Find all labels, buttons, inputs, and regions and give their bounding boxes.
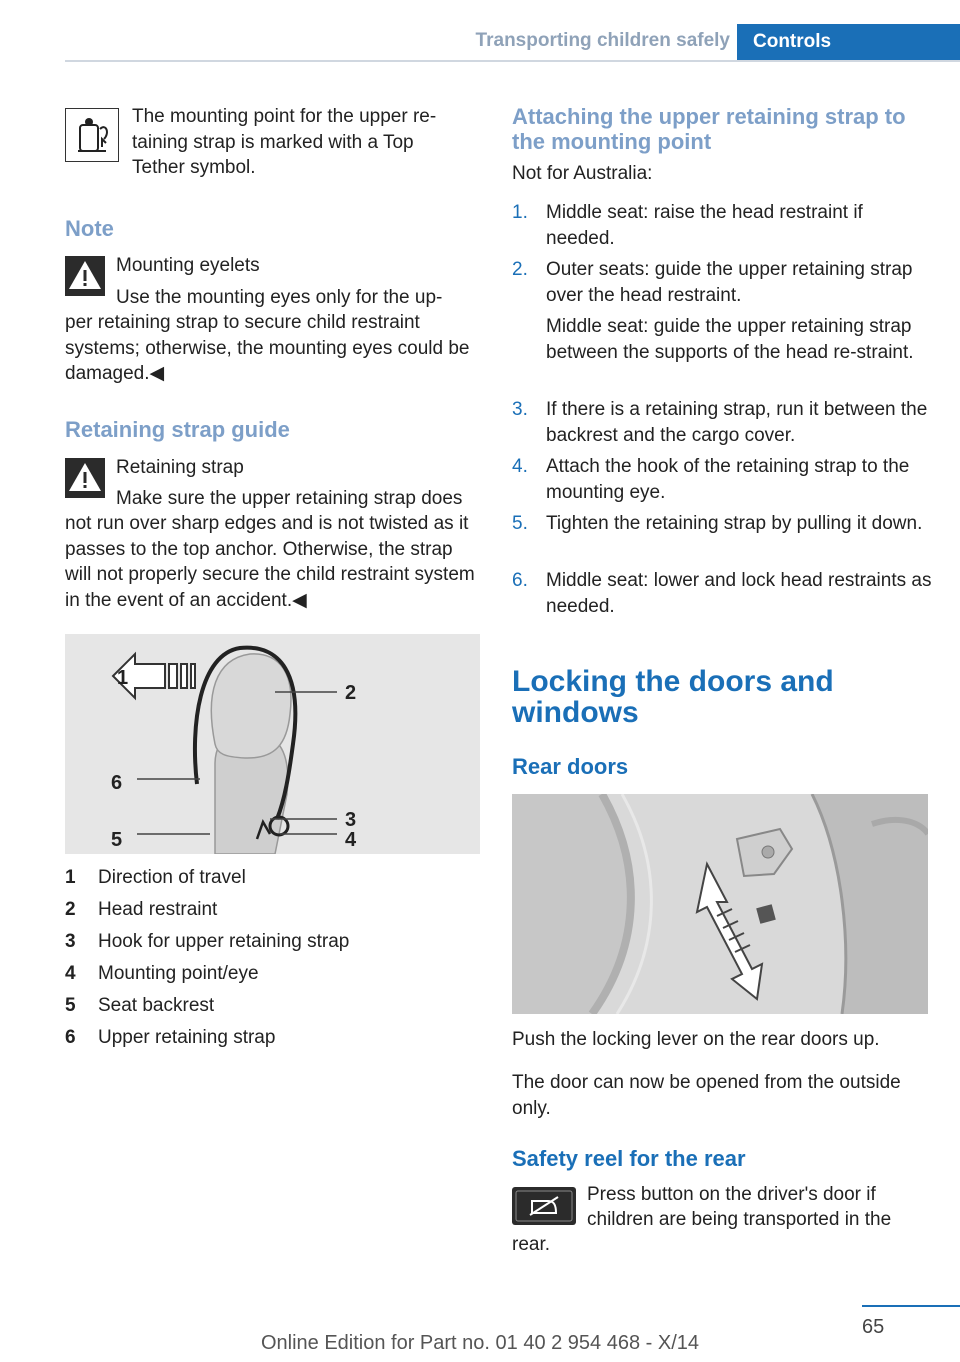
guide-title: Retaining strap [116,457,244,478]
figure-callout: 4 [345,829,357,851]
door-text: The door can now be opened from the outside only. [512,1072,901,1119]
step-item: 6. Middle seat: lower and lock head restraints as needed. [512,570,932,617]
figure-callout: 2 [345,682,357,704]
note-title: Mounting eyelets [116,255,260,276]
note-body-first: Use the mounting eyes only for the up- [116,287,443,308]
tether-text: The mounting point for the upper re-taining strap is marked with a Top Tether symbol. [132,106,437,178]
step-item: 3. If there is a retaining strap, run it between the backrest and the cargo cover. [512,399,928,446]
running-header-section: Transporting children safely [475,30,730,51]
safety-heading: Safety reel for the rear [512,1146,746,1171]
warning-icon [65,256,105,292]
head-restraint-figure [65,634,480,854]
guide-body-rest: not run over sharp edges and is not twisted as it passes to the top anchor. Otherwise, the strap will not properly secure the child restraint system in the event of an accident.◀ [65,513,475,611]
note-body-rest: per retaining strap to secure child restraint systems; otherwise, the mounting eyes could be damaged.◀ [65,312,470,384]
footer-rule [862,1305,960,1307]
step-item: 4. Attach the hook of the retaining strap to the mounting eye. [512,456,910,503]
page-number: 65 [862,1316,885,1338]
safety-text-rest: rear. [512,1234,551,1255]
figure-callout: 5 [111,829,123,851]
window-lock-button-icon [512,1187,576,1225]
safety-text-second: children are being transported in the [587,1209,892,1230]
attach-heading: Attaching the upper retaining strap to the mounting point [512,104,906,154]
attach-intro: Not for Australia: [512,163,653,184]
figure-callout: 1 [117,667,129,689]
guide-body-first: Make sure the upper retaining strap does [116,488,463,509]
top-tether-icon [65,108,119,162]
lock-heading: Locking the doors and windows [512,665,834,729]
safety-text-first: Press button on the driver's door if [587,1184,876,1205]
rear-doors-heading: Rear doors [512,754,629,779]
warning-icon [65,458,105,494]
running-header-tab: Controls [737,24,960,61]
figure-callout: 6 [111,772,123,794]
push-text: Push the locking lever on the rear doors up. [512,1029,880,1050]
guide-heading: Retaining strap guide [65,417,290,442]
footer-edition: Online Edition for Part no. 01 40 2 954 468 - X/14 [260,1332,700,1354]
rear-door-figure [512,794,928,1014]
note-heading: Note [65,216,114,241]
header-rule [65,60,960,62]
step-item: 1. Middle seat: raise the head restraint if needed. [512,202,863,249]
figure-callout: 3 [345,809,357,831]
step-item: 5. Tighten the retaining strap by pulling it down. [512,513,923,534]
step-item: Middle seat: guide the upper retaining strap between the supports of the head re-straint. [546,316,914,363]
step-item: 2. Outer seats: guide the upper retaining strap over the head restraint. [512,259,913,306]
